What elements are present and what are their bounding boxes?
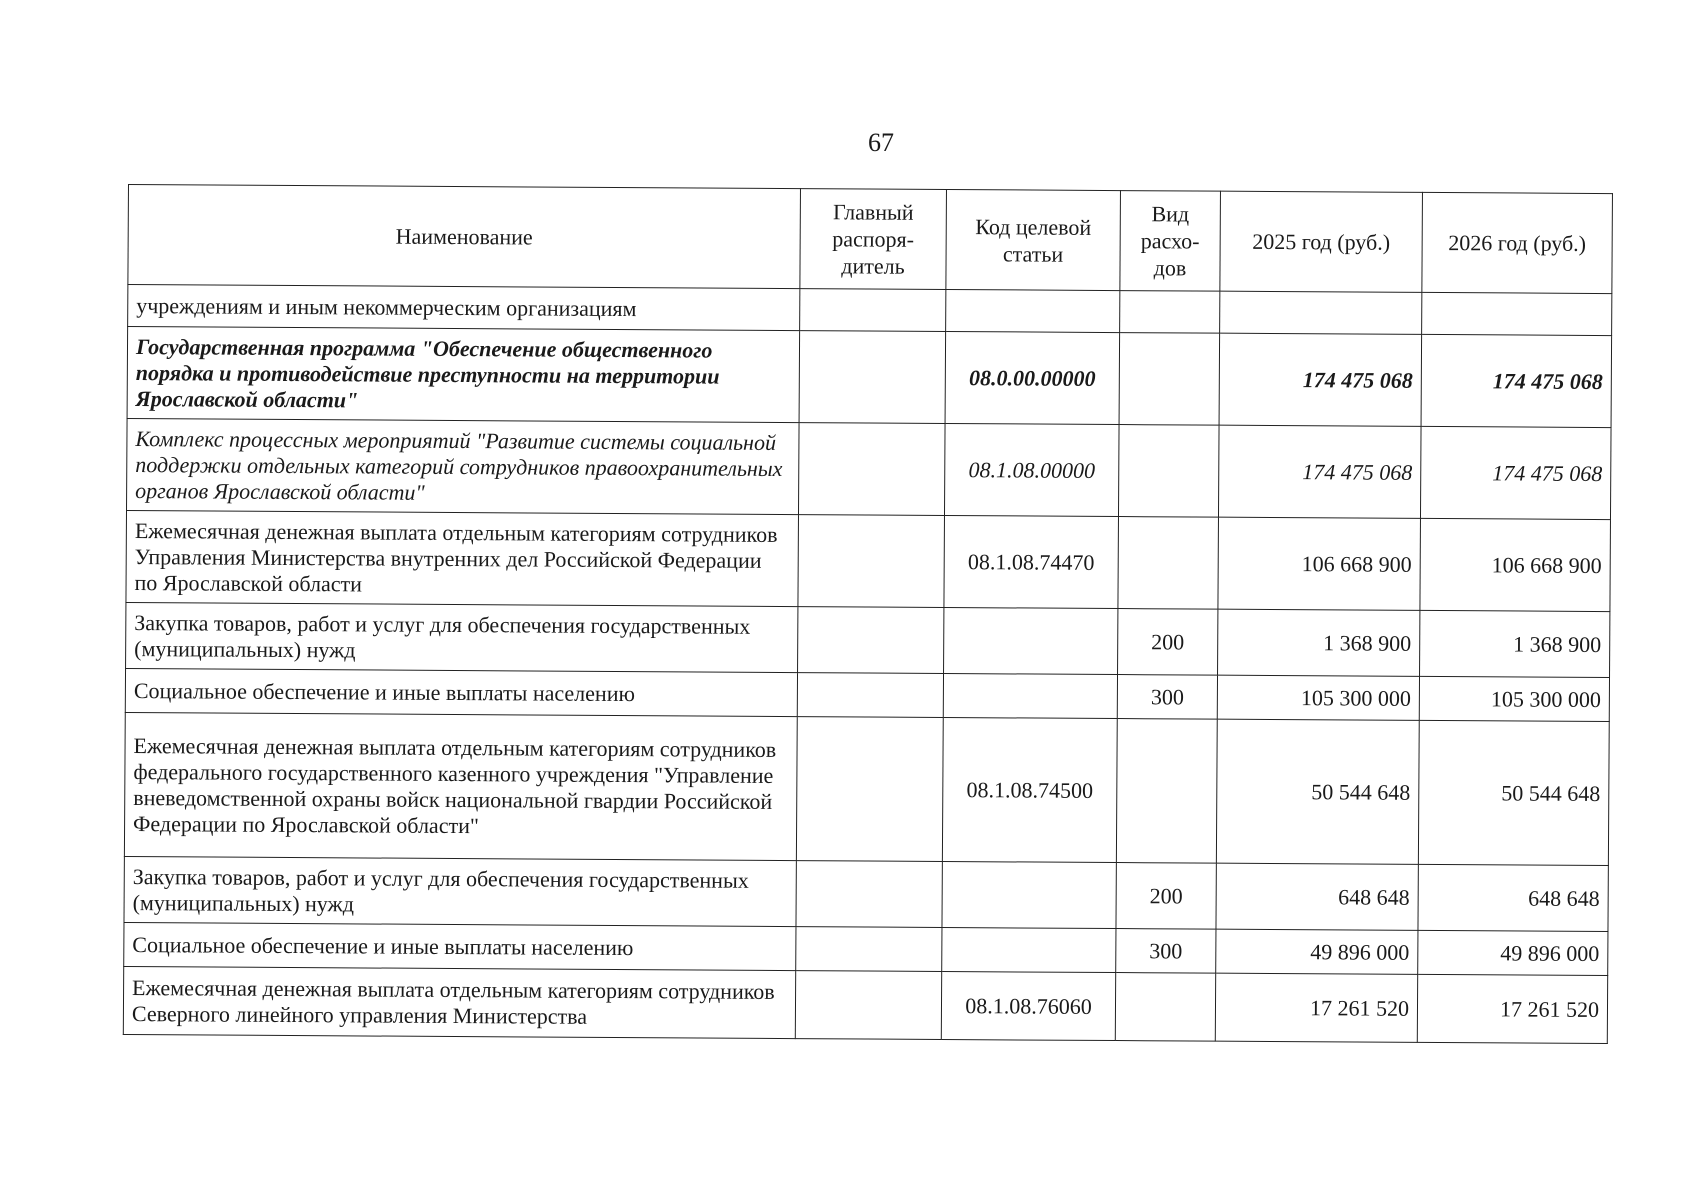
row-code <box>942 861 1116 928</box>
row-code: 08.0.00.00000 <box>945 331 1120 424</box>
row-type <box>1115 973 1215 1042</box>
row-2026: 174 475 068 <box>1420 426 1611 519</box>
row-name: Социальное обеспечение и иные выплаты населению <box>124 922 796 970</box>
row-2025: 50 544 648 <box>1216 719 1419 864</box>
header-grbs: Главный распоря-дитель <box>800 189 947 290</box>
row-2026: 50 544 648 <box>1418 720 1609 865</box>
row-type <box>1118 517 1219 610</box>
row-type <box>1118 425 1219 518</box>
row-2025: 106 668 900 <box>1218 517 1421 610</box>
row-code <box>944 607 1118 674</box>
budget-table <box>123 184 1613 1044</box>
row-2026 <box>1422 292 1612 335</box>
page-number: 67 <box>868 128 894 157</box>
table-row <box>126 510 1611 611</box>
row-code <box>942 927 1116 972</box>
row-2025 <box>1220 291 1422 334</box>
header-2026: 2026 год (руб.) <box>1422 192 1613 293</box>
row-type: 200 <box>1116 863 1216 930</box>
row-2025: 49 896 000 <box>1216 929 1418 974</box>
header-name: Наименование <box>128 185 801 289</box>
row-name: Ежемесячная денежная выплата отдельным категориям сотрудников федерального государственного казенного учреждения "Управление вневедомственной охраны войск национальной гвардии Российской Федерации по Ярославской области" <box>124 712 797 860</box>
row-type: 300 <box>1116 929 1216 974</box>
row-2026: 49 896 000 <box>1418 930 1608 975</box>
row-name: Комплекс процессных мероприятий "Развитие системы социальной поддержки отдельных категорий сотрудников правоохранительных органов Ярославской области" <box>127 418 800 514</box>
row-grbs <box>795 971 941 1040</box>
row-2026: 648 648 <box>1418 864 1608 931</box>
row-2025: 1 368 900 <box>1218 609 1420 676</box>
row-name: учреждениям и иным некоммерческим организациям <box>128 285 800 331</box>
row-name: Ежемесячная денежная выплата отдельным категориям сотрудников Северного линейного управления Министерства <box>123 966 795 1038</box>
row-grbs <box>797 673 943 718</box>
row-name: Закупка товаров, работ и услуг для обеспечения государственных (муниципальных) нужд <box>124 856 796 926</box>
row-grbs <box>799 331 946 424</box>
row-2026: 174 475 068 <box>1421 334 1612 427</box>
row-type <box>1116 719 1217 864</box>
row-code: 08.1.08.00000 <box>944 423 1119 516</box>
table-row <box>127 327 1612 428</box>
row-code: 08.1.08.74500 <box>942 717 1117 862</box>
row-name: Закупка товаров, работ и услуг для обеспечения государственных (муниципальных) нужд <box>126 602 798 672</box>
row-2026: 1 368 900 <box>1420 610 1610 677</box>
row-name: Ежемесячная денежная выплата отдельным категориям сотрудников Управления Министерства внутренних дел Российской Федерации по Ярославской области <box>126 510 799 606</box>
row-name: Социальное обеспечение и иные выплаты населению <box>125 668 797 716</box>
header-2025: 2025 год (руб.) <box>1220 191 1423 292</box>
row-grbs <box>796 927 942 972</box>
header-code: Код целевой статьи <box>946 189 1121 290</box>
row-2025: 17 261 520 <box>1215 973 1417 1042</box>
row-2026: 105 300 000 <box>1419 676 1609 721</box>
row-grbs <box>796 717 943 862</box>
table-row <box>126 602 1610 677</box>
header-type: Вид расхо-дов <box>1120 191 1221 292</box>
row-code <box>946 289 1120 332</box>
row-2026: 17 261 520 <box>1417 974 1607 1043</box>
row-grbs <box>798 607 944 674</box>
row-2025: 105 300 000 <box>1217 675 1419 720</box>
row-type: 200 <box>1118 609 1218 676</box>
table-header-row <box>128 185 1613 294</box>
row-name: Государственная программа "Обеспечение общественного порядка и противодействие преступности на территории Ярославской области" <box>127 327 800 423</box>
row-2025: 174 475 068 <box>1219 333 1422 426</box>
row-code: 08.1.08.76060 <box>941 971 1115 1040</box>
table-row <box>124 712 1609 865</box>
row-2025: 174 475 068 <box>1218 425 1421 518</box>
row-2025: 648 648 <box>1216 863 1418 930</box>
row-type <box>1120 291 1220 334</box>
row-type <box>1119 333 1220 426</box>
row-grbs <box>798 423 945 516</box>
row-grbs <box>800 289 946 332</box>
row-2026: 106 668 900 <box>1420 518 1611 611</box>
table-row <box>124 856 1608 931</box>
row-code: 08.1.08.74470 <box>944 515 1119 608</box>
row-type: 300 <box>1117 675 1217 720</box>
row-code <box>943 673 1117 718</box>
table-row <box>123 966 1607 1043</box>
table-row <box>127 418 1612 519</box>
row-grbs <box>798 515 945 608</box>
row-grbs <box>796 861 942 928</box>
